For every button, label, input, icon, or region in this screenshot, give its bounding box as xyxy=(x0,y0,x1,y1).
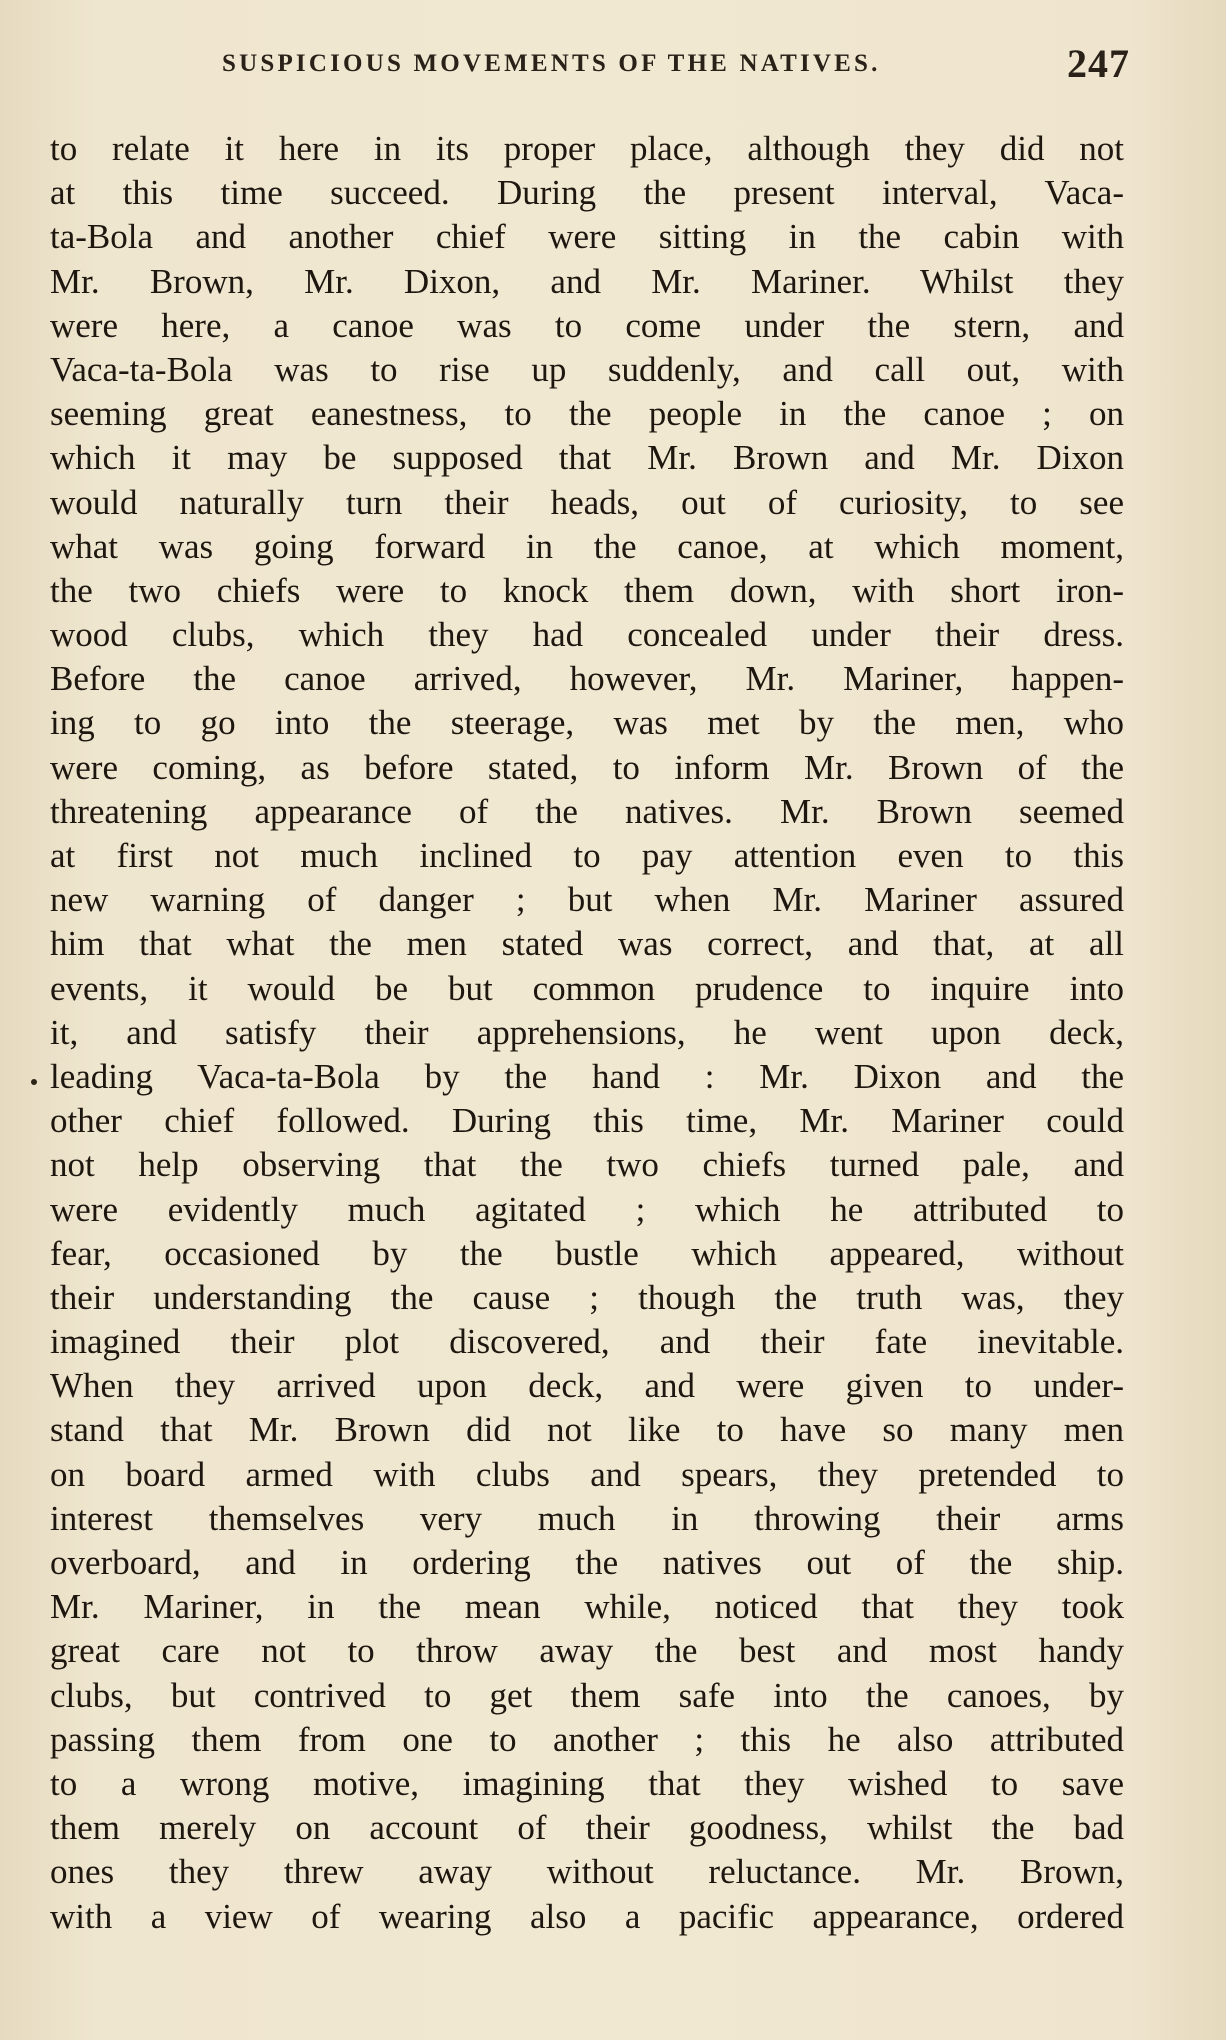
body-text xyxy=(50,127,1124,1939)
text-line: ing to go into the steerage, was met by the men, who xyxy=(50,703,1124,743)
running-title: SUSPICIOUS MOVEMENTS OF THE NATIVES. xyxy=(222,50,881,77)
running-head xyxy=(52,41,1132,88)
text-line: other chief followed. During this time, Mr. Mariner could xyxy=(50,1101,1124,1141)
text-line: seeming great eanestness, to the people in the canoe ; on xyxy=(50,394,1124,434)
text-line: them merely on account of their goodness, whilst the bad xyxy=(50,1808,1124,1848)
text-line: with a view of wearing also a pacific appearance, ordered xyxy=(50,1896,1124,1936)
margin-mark xyxy=(31,1079,37,1085)
text-line: fear, occasioned by the bustle which appeared, without xyxy=(50,1233,1124,1273)
text-line: overboard, and in ordering the natives out of the ship. xyxy=(50,1543,1124,1582)
text-line: it, and satisfy their apprehensions, he went upon deck, xyxy=(50,1012,1124,1052)
text-line: Before the canoe arrived, however, Mr. Mariner, happen- xyxy=(50,659,1124,699)
text-line: the two chiefs were to knock them down, with short iron- xyxy=(50,570,1124,610)
text-line: stand that Mr. Brown did not like to have so many men xyxy=(50,1410,1124,1450)
page-number: 247 xyxy=(1067,41,1130,86)
text-line: on board armed with clubs and spears, they pretended to xyxy=(50,1454,1124,1494)
text-line: what was going forward in the canoe, at which moment, xyxy=(50,526,1124,566)
text-line: ones they threw away without reluctance. Mr. Brown, xyxy=(50,1852,1124,1892)
text-line: events, it would be but common prudence to inquire into xyxy=(50,968,1124,1008)
text-line: were evidently much agitated ; which he attributed to xyxy=(50,1189,1124,1229)
text-line: leading Vaca-ta-Bola by the hand : Mr. Dixon and the xyxy=(50,1056,1124,1096)
text-line: to a wrong motive, imagining that they wished to save xyxy=(50,1763,1124,1803)
text-line: to relate it here in its proper place, although they did not xyxy=(50,129,1124,168)
text-line: at this time succeed. During the present interval, Vaca- xyxy=(50,173,1124,213)
text-line: ta-Bola and another chief were sitting in the cabin with xyxy=(50,217,1124,257)
text-line: which it may be supposed that Mr. Brown and Mr. Dixon xyxy=(50,438,1124,478)
text-line: great care not to throw away the best and most handy xyxy=(50,1631,1124,1671)
text-line: were coming, as before stated, to inform Mr. Brown of the xyxy=(50,747,1124,787)
text-line: Vaca-ta-Bola was to rise up suddenly, and call out, with xyxy=(50,349,1124,389)
text-line: him that what the men stated was correct, and that, at all xyxy=(50,924,1124,964)
text-line: wood clubs, which they had concealed under their dress. xyxy=(50,615,1124,655)
text-line: Mr. Mariner, in the mean while, noticed that they took xyxy=(50,1587,1124,1627)
text-line: imagined their plot discovered, and their fate inevitable. xyxy=(50,1322,1124,1362)
text-line: When they arrived upon deck, and were given to under- xyxy=(50,1366,1124,1406)
text-line: Mr. Brown, Mr. Dixon, and Mr. Mariner. Whilst they xyxy=(50,261,1124,301)
text-line: would naturally turn their heads, out of curiosity, to see xyxy=(50,482,1124,522)
text-line: not help observing that the two chiefs turned pale, and xyxy=(50,1145,1124,1185)
text-line: at first not much inclined to pay attention even to this xyxy=(50,836,1124,875)
text-line: were here, a canoe was to come under the stern, and xyxy=(50,305,1124,345)
text-line: threatening appearance of the natives. Mr. Brown seemed xyxy=(50,791,1124,831)
text-line: new warning of danger ; but when Mr. Mariner assured xyxy=(50,880,1124,920)
text-line: passing them from one to another ; this he also attributed xyxy=(50,1719,1124,1759)
text-line: clubs, but contrived to get them safe into the canoes, by xyxy=(50,1675,1124,1715)
text-line: interest themselves very much in throwing their arms xyxy=(50,1498,1124,1538)
text-line: their understanding the cause ; though the truth was, they xyxy=(50,1277,1124,1317)
